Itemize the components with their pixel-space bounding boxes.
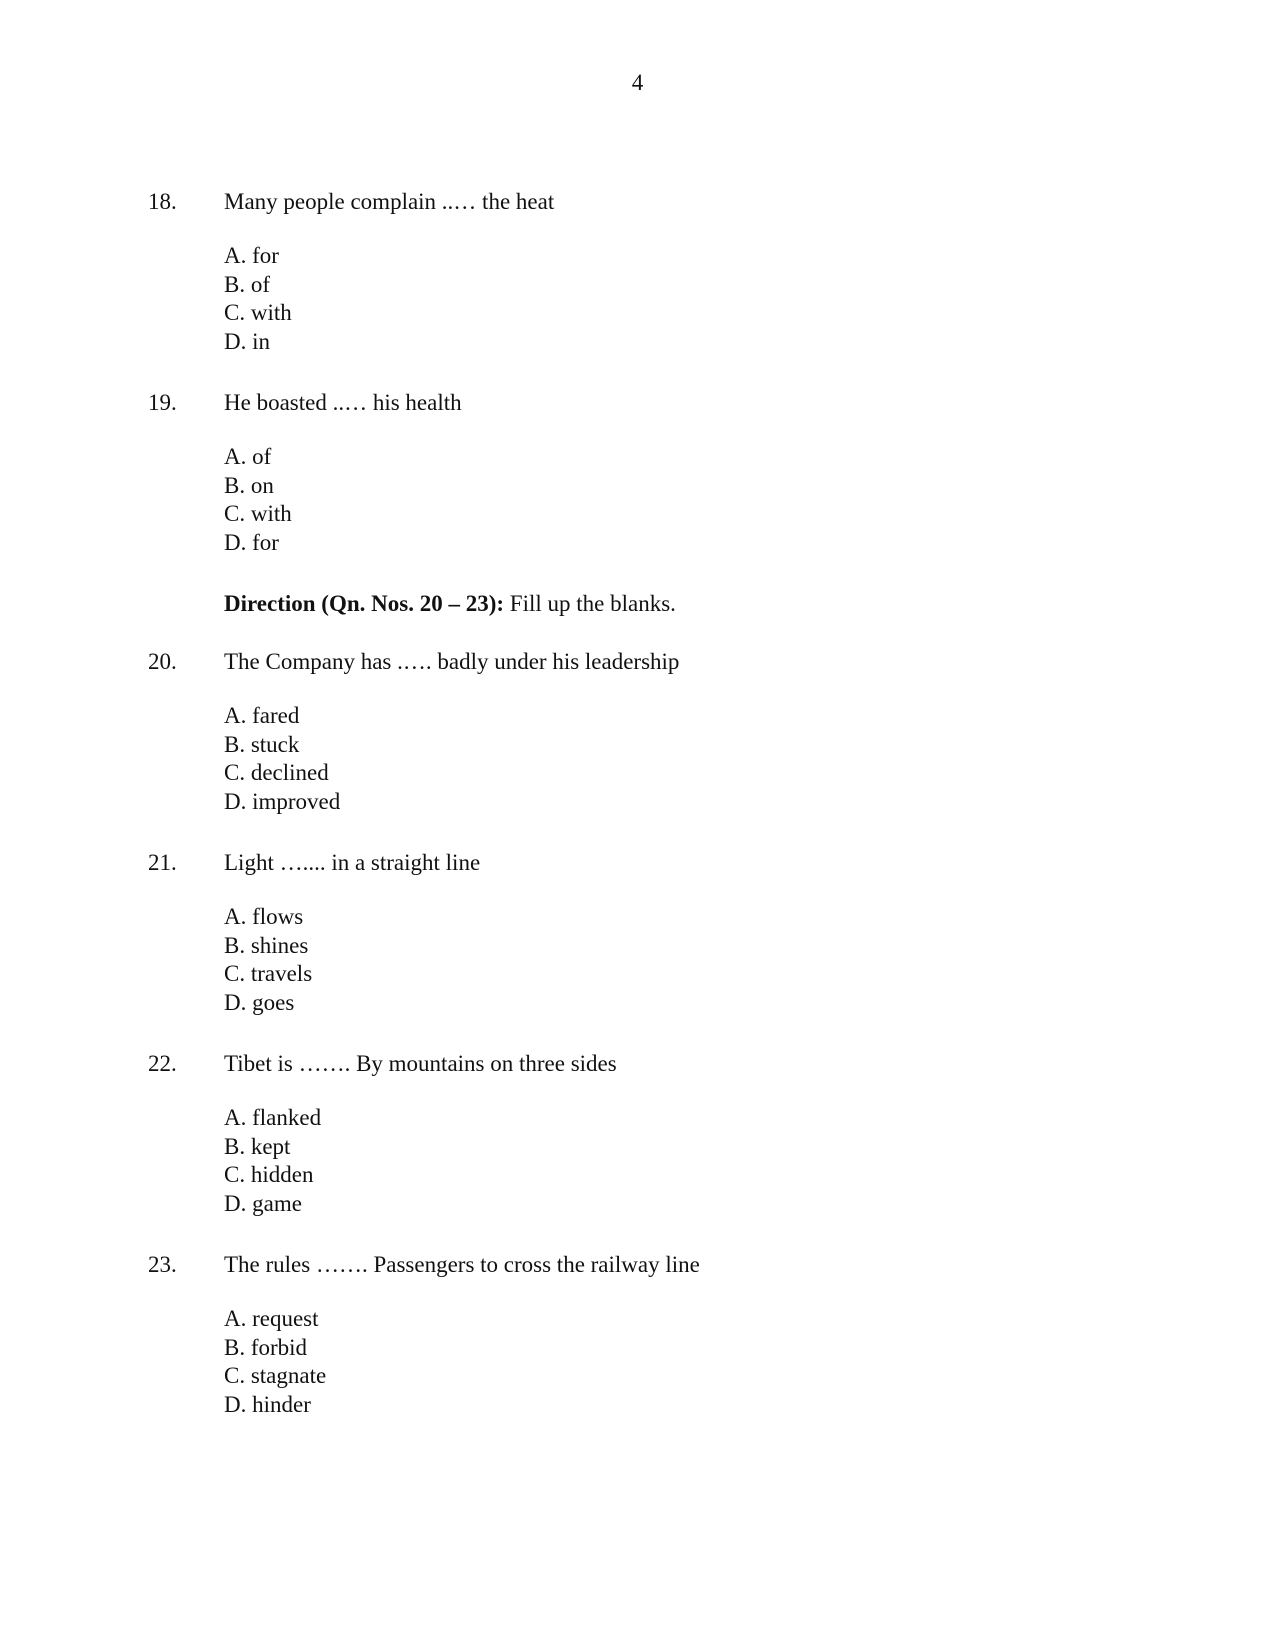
option-d[interactable]: D. hinder: [224, 1392, 311, 1418]
question-19: [148, 388, 1148, 558]
option-list: [224, 1305, 1148, 1420]
question-number: 22.: [148, 1051, 177, 1076]
question-text: Light ….... in a straight line: [224, 850, 481, 875]
option-a[interactable]: A. of: [224, 444, 272, 469]
option-d[interactable]: D. improved: [224, 789, 341, 815]
question-20: [148, 647, 1148, 817]
question-text: The Company has .…. badly under his leadership: [224, 649, 680, 674]
question-number: 21.: [148, 850, 177, 875]
direction-label: Direction (Qn. Nos. 20 – 23):: [224, 591, 505, 616]
question-21: [148, 848, 1148, 1018]
option-c[interactable]: C. hidden: [224, 1162, 314, 1188]
option-a[interactable]: A. flows: [224, 904, 304, 929]
option-a[interactable]: A. request: [224, 1306, 319, 1331]
direction-instruction: [224, 589, 676, 619]
option-c[interactable]: C. with: [224, 300, 292, 326]
direction-text: Fill up the blanks.: [504, 591, 676, 616]
page-number: 4: [631, 70, 644, 95]
option-d[interactable]: D. for: [224, 530, 279, 556]
option-d[interactable]: D. in: [224, 329, 270, 355]
question-text: Many people complain ..… the heat: [224, 189, 555, 214]
option-b[interactable]: B. of: [224, 271, 270, 297]
option-a[interactable]: A. for: [224, 243, 279, 268]
question-number: 20.: [148, 649, 177, 674]
question-number: 18.: [148, 189, 177, 214]
option-c[interactable]: C. stagnate: [224, 1363, 327, 1389]
option-list: [224, 1104, 1148, 1219]
option-a[interactable]: A. flanked: [224, 1105, 322, 1130]
option-b[interactable]: B. stuck: [224, 731, 300, 757]
question-text: He boasted ..… his health: [224, 390, 462, 415]
option-c[interactable]: C. declined: [224, 760, 329, 786]
option-b[interactable]: B. forbid: [224, 1334, 308, 1360]
option-list: [224, 702, 1148, 817]
option-a[interactable]: A. fared: [224, 703, 300, 728]
option-b[interactable]: B. kept: [224, 1133, 291, 1159]
option-b[interactable]: B. on: [224, 472, 274, 498]
option-d[interactable]: D. game: [224, 1191, 302, 1217]
question-22: [148, 1049, 1148, 1219]
question-text: Tibet is ……. By mountains on three sides: [224, 1051, 617, 1076]
question-18: [148, 187, 1148, 357]
option-c[interactable]: C. with: [224, 501, 292, 527]
question-text: The rules ……. Passengers to cross the railway line: [224, 1252, 700, 1277]
option-d[interactable]: D. goes: [224, 990, 295, 1016]
option-list: [224, 443, 1148, 558]
option-b[interactable]: B. shines: [224, 932, 309, 958]
option-list: [224, 242, 1148, 357]
question-23: [148, 1250, 1148, 1420]
option-c[interactable]: C. travels: [224, 961, 313, 987]
question-number: 19.: [148, 390, 177, 415]
question-number: 23.: [148, 1252, 177, 1277]
option-list: [224, 903, 1148, 1018]
